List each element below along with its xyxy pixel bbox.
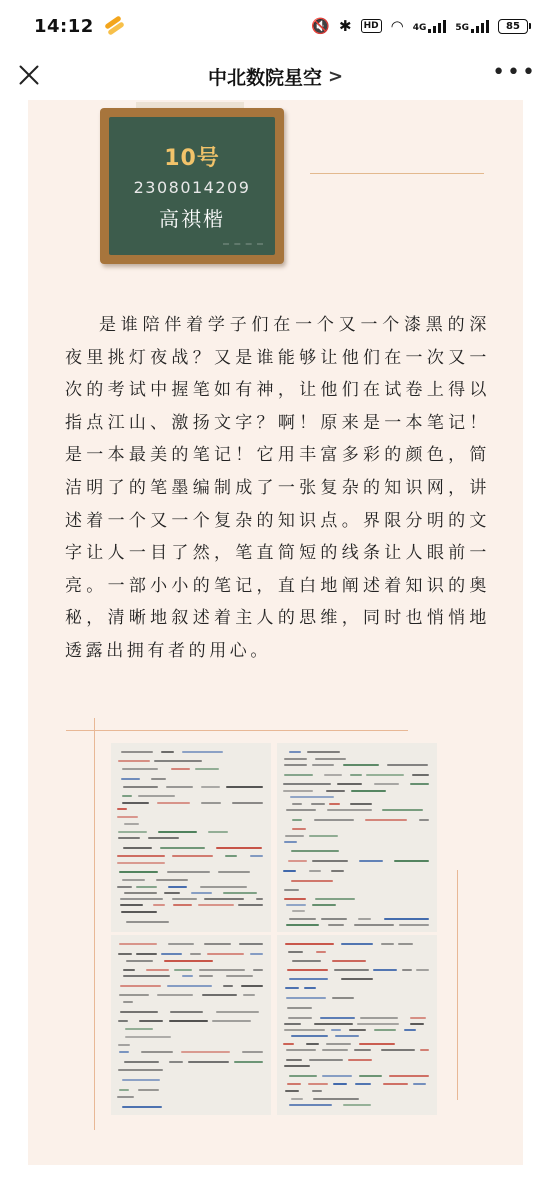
notes-photo[interactable] [111, 743, 271, 932]
handwriting-stroke [208, 831, 228, 833]
handwriting-stroke [292, 803, 302, 805]
handwriting-stroke [373, 969, 397, 971]
handwriting-stroke [410, 1023, 424, 1025]
handwriting-stroke [168, 943, 194, 945]
handwriting-stroke [311, 803, 325, 805]
handwriting-stroke [382, 809, 423, 811]
bluetooth-icon: ✱ [339, 16, 352, 35]
account-title-link[interactable] [208, 63, 343, 90]
handwriting-stroke [384, 918, 429, 920]
handwriting-stroke [238, 904, 263, 906]
handwriting-stroke [322, 1075, 352, 1077]
decorative-line [94, 718, 95, 1130]
handwriting-stroke [286, 1049, 316, 1051]
handwriting-stroke [355, 1083, 371, 1085]
handwriting-stroke [387, 764, 428, 766]
handwriting-stroke [309, 870, 321, 872]
battery-icon [498, 19, 531, 34]
handwriting-stroke [316, 951, 326, 953]
handwriting-stroke [118, 953, 132, 955]
handwriting-stroke [123, 975, 170, 977]
handwriting-stroke [283, 870, 296, 872]
page-title: 中北数院星空 [207, 66, 322, 89]
handwriting-stroke [332, 960, 366, 962]
handwriting-stroke [410, 1017, 426, 1019]
handwriting-stroke [190, 953, 201, 955]
handwriting-stroke [241, 985, 263, 987]
handwriting-stroke [232, 802, 263, 804]
handwriting-stroke [322, 1049, 348, 1051]
handwriting-stroke [314, 1023, 353, 1025]
handwriting-stroke [357, 1023, 399, 1025]
handwriting-stroke [256, 898, 263, 900]
handwriting-stroke [164, 892, 180, 894]
handwriting-stroke [410, 783, 429, 785]
handwriting-stroke [166, 786, 193, 788]
handwriting-stroke [157, 802, 190, 804]
handwriting-stroke [313, 1098, 359, 1100]
handwriting-stroke [118, 1044, 130, 1046]
handwriting-stroke [307, 751, 340, 753]
handwriting-stroke [170, 1011, 203, 1013]
handwriting-stroke [284, 841, 297, 843]
handwriting-stroke [191, 892, 212, 894]
handwriting-stroke [404, 1029, 416, 1031]
handwriting-stroke [329, 803, 340, 805]
handwriting-stroke [348, 1059, 372, 1061]
handwriting-stroke [120, 1011, 158, 1013]
handwriting-stroke [354, 924, 394, 926]
status-icons [311, 16, 531, 35]
handwriting-stroke [402, 969, 412, 971]
handwriting-stroke [188, 1061, 229, 1063]
handwriting-stroke [283, 1043, 294, 1045]
handwriting-stroke [169, 1020, 208, 1022]
handwriting-stroke [292, 910, 305, 912]
handwriting-stroke [359, 860, 383, 862]
handwriting-stroke [327, 809, 372, 811]
handwriting-stroke [381, 1049, 415, 1051]
handwriting-stroke [314, 819, 354, 821]
handwriting-stroke [398, 943, 413, 945]
handwriting-stroke [351, 790, 386, 792]
handwriting-stroke [309, 835, 338, 837]
handwriting-stroke [337, 783, 362, 785]
nav-bar [0, 52, 551, 100]
handwriting-stroke [286, 809, 316, 811]
handwriting-stroke [381, 943, 394, 945]
handwriting-stroke [124, 823, 139, 825]
handwriting-stroke [207, 953, 244, 955]
handwriting-stroke [199, 975, 213, 977]
handwriting-stroke [121, 778, 140, 780]
handwriting-stroke [118, 837, 140, 839]
chevron-right-icon: > [327, 65, 344, 87]
handwriting-stroke [182, 751, 223, 753]
handwriting-stroke [416, 969, 429, 971]
handwriting-stroke [141, 1051, 173, 1053]
handwriting-stroke [138, 795, 175, 797]
handwriting-stroke [288, 860, 307, 862]
handwriting-stroke [234, 1061, 263, 1063]
handwriting-stroke [124, 892, 157, 894]
handwriting-stroke [320, 1017, 355, 1019]
handwriting-stroke [216, 1011, 259, 1013]
handwriting-stroke [172, 855, 213, 857]
handwriting-stroke [283, 783, 331, 785]
handwriting-stroke [136, 953, 157, 955]
handwriting-stroke [239, 943, 263, 945]
handwriting-stroke [119, 1089, 129, 1091]
handwriting-stroke [226, 975, 253, 977]
handwriting-stroke [136, 886, 157, 888]
handwriting-stroke [326, 1043, 351, 1045]
handwriting-stroke [223, 985, 233, 987]
handwriting-stroke [146, 969, 169, 971]
handwriting-stroke [216, 847, 262, 849]
handwriting-stroke [334, 969, 369, 971]
handwriting-stroke [341, 978, 373, 980]
handwriting-stroke [287, 1007, 312, 1009]
handwriting-stroke [202, 994, 237, 996]
battery-level: 85 [498, 19, 528, 34]
handwriting-stroke [117, 808, 127, 810]
handwriting-stroke [122, 879, 145, 881]
signal-bars-icon [471, 20, 489, 33]
handwriting-stroke [122, 1079, 160, 1081]
signal-5g-label: 5G [455, 22, 469, 33]
handwriting-stroke [312, 1090, 322, 1092]
status-bar [0, 0, 551, 52]
handwriting-stroke [124, 1061, 159, 1063]
handwriting-stroke [284, 1029, 325, 1031]
handwriting-stroke [284, 764, 307, 766]
handwriting-stroke [412, 774, 429, 776]
handwriting-stroke [413, 1083, 426, 1085]
handwriting-stroke [119, 1051, 129, 1053]
handwriting-stroke [123, 969, 135, 971]
handwriting-stroke [292, 960, 321, 962]
decorative-line [457, 870, 458, 1100]
signal-4g [413, 20, 447, 33]
handwriting-stroke [121, 911, 157, 913]
handwriting-stroke [335, 1035, 359, 1037]
handwriting-stroke [161, 953, 182, 955]
handwriting-stroke [321, 918, 347, 920]
handwriting-stroke [243, 994, 255, 996]
handwriting-stroke [182, 975, 193, 977]
handwriting-stroke [304, 987, 316, 989]
profile-chalkboard [100, 108, 284, 264]
handwriting-stroke [358, 918, 371, 920]
handwriting-stroke [419, 819, 429, 821]
handwriting-stroke [289, 1075, 317, 1077]
handwriting-stroke [156, 879, 188, 881]
handwriting-stroke [199, 969, 245, 971]
handwriting-stroke [126, 921, 169, 923]
handwriting-stroke [198, 904, 234, 906]
handwriting-stroke [201, 786, 220, 788]
handwriting-stroke [284, 774, 313, 776]
handwriting-stroke [126, 960, 153, 962]
status-time: 14:12 [34, 15, 94, 37]
handwriting-stroke [120, 985, 161, 987]
signal-5g [455, 20, 489, 33]
handwriting-stroke [332, 997, 354, 999]
notes-photo[interactable] [111, 935, 271, 1115]
handwriting-stroke [306, 1043, 319, 1045]
handwriting-stroke [291, 880, 333, 882]
handwriting-stroke [288, 951, 303, 953]
mute-icon: 🔇 [311, 16, 330, 35]
handwriting-stroke [118, 1020, 128, 1022]
handwriting-stroke [118, 831, 147, 833]
handwriting-stroke [289, 978, 328, 980]
handwriting-stroke [309, 1059, 343, 1061]
handwriting-stroke [365, 819, 407, 821]
handwriting-stroke [125, 1036, 171, 1038]
handwriting-stroke [122, 1106, 162, 1108]
handwriting-stroke [286, 924, 319, 926]
handwriting-stroke [284, 758, 307, 760]
handwriting-stroke [312, 860, 348, 862]
handwriting-stroke [250, 953, 263, 955]
hd-badge: HD [361, 19, 382, 33]
handwriting-stroke [315, 758, 346, 760]
handwriting-stroke [123, 847, 152, 849]
handwriting-stroke [291, 1035, 328, 1037]
handwriting-stroke [359, 1075, 382, 1077]
handwriting-stroke [119, 943, 157, 945]
notes-photo[interactable] [277, 743, 437, 932]
handwriting-stroke [312, 904, 336, 906]
entry-number: 10号 [164, 145, 220, 171]
handwriting-stroke [333, 1083, 347, 1085]
handwriting-stroke [292, 819, 302, 821]
handwriting-stroke [117, 855, 165, 857]
handwriting-stroke [284, 889, 299, 891]
student-id: 2308014209 [133, 177, 251, 197]
handwriting-stroke [123, 786, 158, 788]
handwriting-stroke [383, 1083, 408, 1085]
decorative-line [66, 730, 408, 731]
handwriting-stroke [331, 1029, 341, 1031]
handwriting-stroke [286, 1059, 302, 1061]
handwriting-stroke [308, 1083, 328, 1085]
handwriting-stroke [118, 1069, 163, 1071]
handwriting-stroke [374, 783, 399, 785]
handwriting-stroke [119, 994, 149, 996]
handwriting-stroke [164, 960, 213, 962]
handwriting-stroke [289, 918, 316, 920]
handwriting-stroke [394, 860, 429, 862]
handwriting-stroke [154, 760, 202, 762]
handwriting-stroke [315, 898, 355, 900]
handwriting-stroke [350, 774, 362, 776]
handwriting-stroke [195, 768, 219, 770]
handwriting-stroke [284, 1023, 301, 1025]
handwriting-stroke [117, 816, 138, 818]
handwriting-stroke [285, 835, 304, 837]
handwriting-stroke [343, 764, 379, 766]
handwriting-stroke [326, 790, 345, 792]
handwriting-stroke [169, 1061, 183, 1063]
article-paragraph: 是谁陪伴着学子们在一个又一个漆黑的深夜里挑灯夜战？又是谁能够让他们在一次又一次的考试中握笔如有神，让他们在试卷上得以指点江山、激扬文字？啊！原来是一本笔记！是一本最美的笔记！它用丰富多彩的颜色，简洁明了的笔墨编制成了一张复杂的知识网，讲述着一个又一个复杂的知识点。界限分明的文字让人一目了然，笔直简短的线条让人眼前一亮。一部小小的笔记，直白地阐述着知识的奥秘，清晰地叙述着主人的思维，同时也悄悄地透露出拥有者的用心。 [65, 315, 490, 661]
handwriting-stroke [118, 760, 150, 762]
handwriting-stroke [212, 1020, 251, 1022]
handwriting-stroke [204, 943, 231, 945]
handwriting-stroke [286, 904, 306, 906]
handwriting-stroke [289, 751, 301, 753]
handwriting-stroke [350, 803, 372, 805]
handwriting-stroke [284, 1065, 310, 1067]
handwriting-stroke [204, 898, 244, 900]
handwriting-stroke [200, 886, 247, 888]
handwriting-stroke [167, 871, 210, 873]
handwriting-stroke [366, 774, 404, 776]
handwriting-stroke [360, 1017, 398, 1019]
handwriting-stroke [139, 1020, 163, 1022]
handwriting-stroke [389, 1075, 429, 1077]
student-name: 高祺楷 [159, 206, 225, 231]
handwriting-stroke [420, 1049, 429, 1051]
handwriting-stroke [287, 1083, 301, 1085]
handwriting-stroke [399, 924, 429, 926]
wifi-icon: ◠ [390, 16, 404, 35]
handwriting-stroke [181, 1051, 230, 1053]
handwriting-stroke [122, 795, 132, 797]
handwriting-stroke [151, 778, 166, 780]
handwriting-stroke [328, 924, 344, 926]
signal-4g-label: 4G [412, 22, 427, 33]
app-notification-icon [104, 19, 122, 33]
handwriting-stroke [201, 802, 221, 804]
handwriting-stroke [138, 1089, 159, 1091]
signal-bars-icon [428, 20, 446, 33]
close-icon[interactable] [16, 62, 42, 88]
handwriting-stroke [284, 898, 306, 900]
handwriting-stroke [285, 943, 334, 945]
handwriting-stroke [161, 751, 174, 753]
handwriting-stroke [123, 1001, 133, 1003]
handwriting-stroke [117, 1096, 134, 1098]
handwriting-stroke [223, 892, 257, 894]
handwriting-stroke [174, 969, 192, 971]
decorative-line [310, 173, 484, 174]
handwriting-stroke [226, 786, 263, 788]
handwriting-stroke [288, 1017, 312, 1019]
handwriting-stroke [119, 871, 158, 873]
handwriting-stroke [122, 768, 158, 770]
handwriting-stroke [120, 898, 163, 900]
handwriting-stroke [172, 898, 197, 900]
handwriting-stroke [286, 997, 326, 999]
handwriting-stroke [324, 774, 342, 776]
handwriting-stroke [158, 831, 197, 833]
handwriting-stroke [283, 790, 313, 792]
handwriting-stroke [287, 969, 328, 971]
handwriting-stroke [171, 768, 190, 770]
handwriting-stroke [374, 1029, 396, 1031]
chalkboard-surface [109, 117, 275, 255]
handwriting-stroke [292, 828, 306, 830]
handwriting-stroke [290, 796, 334, 798]
handwriting-stroke [167, 985, 212, 987]
handwriting-stroke [242, 1051, 263, 1053]
handwriting-stroke [225, 855, 237, 857]
handwriting-stroke [289, 1104, 332, 1106]
handwriting-stroke [125, 1028, 153, 1030]
handwriting-stroke [331, 870, 344, 872]
handwriting-stroke [157, 994, 193, 996]
handwriting-stroke [285, 987, 299, 989]
handwriting-stroke [253, 969, 263, 971]
handwriting-stroke [359, 1043, 395, 1045]
handwriting-stroke [121, 751, 153, 753]
handwriting-stroke [285, 1090, 299, 1092]
handwriting-stroke [120, 904, 143, 906]
handwriting-stroke [291, 1098, 303, 1100]
handwriting-stroke [160, 847, 205, 849]
handwriting-stroke [153, 904, 165, 906]
handwriting-stroke [349, 1029, 366, 1031]
handwriting-stroke [117, 862, 165, 864]
handwriting-stroke [312, 764, 334, 766]
notes-photo[interactable] [277, 935, 437, 1115]
handwriting-stroke [117, 886, 132, 888]
handwriting-stroke [343, 1104, 371, 1106]
handwriting-stroke [250, 855, 263, 857]
handwriting-stroke [122, 802, 149, 804]
handwriting-stroke [148, 837, 179, 839]
handwriting-stroke [341, 943, 373, 945]
more-options-icon[interactable]: ••• [492, 60, 537, 85]
handwriting-stroke [291, 850, 339, 852]
handwriting-stroke [218, 871, 250, 873]
handwriting-stroke [173, 904, 192, 906]
handwriting-stroke [354, 1049, 371, 1051]
handwriting-stroke [168, 886, 187, 888]
